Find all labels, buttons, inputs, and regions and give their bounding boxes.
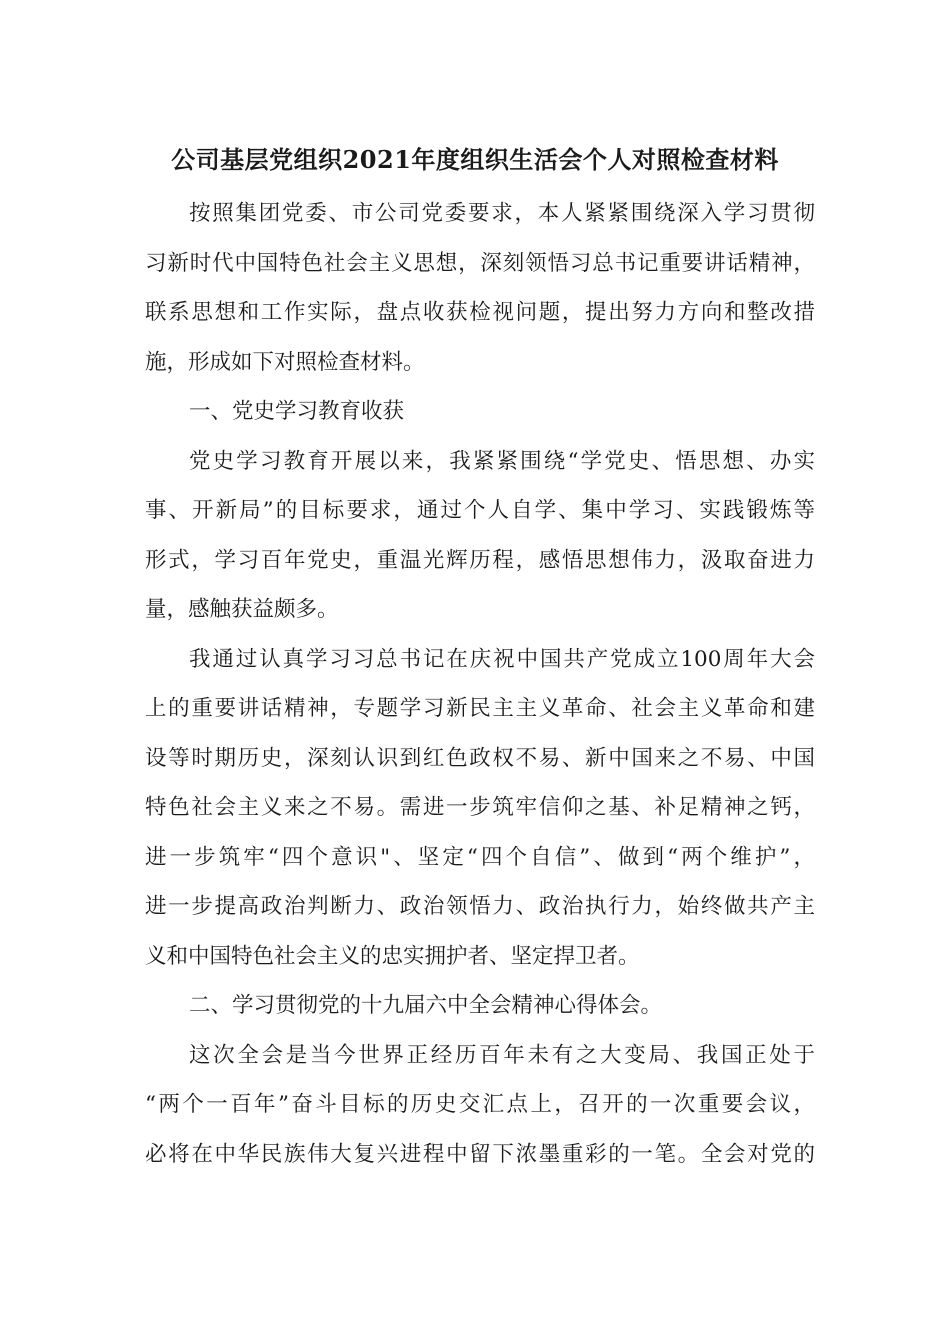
paragraph-intro [145,189,815,387]
text-line: 事、开新局”的目标要求，通过个人自学、集中学习、实践锻炼等 [145,498,815,523]
text-line: 义和中国特色社会主义的忠实拥护者、坚定捍卫者。 [145,943,640,969]
paragraph-study [145,635,815,982]
text-line: 党史学习教育开展以来，我紧紧围绕“学党史、悟思想、办实 [189,448,815,474]
section-heading-2 [145,981,815,1031]
document-body [145,189,815,1179]
heading-text: 一、党史学习教育收获 [189,399,405,424]
text-line: 设等时期历史，深刻认识到红色政权不易、新中国来之不易、中国 [145,745,815,771]
text-line: 特色社会主义来之不易。需进一步筑牢信仰之基、补足精神之钙， [145,795,815,820]
text-line: 这次全会是当今世界正经历百年未有之大变局、我国正处于 [189,1042,815,1068]
section-heading-1 [145,387,815,437]
document-title: 公司基层党组织2021年度组织生活会个人对照检查材料 [171,145,779,174]
text-line: 进一步筑牢“四个意识"、坚定“四个自信”、做到“两个维护”， [145,844,815,870]
text-line: 我通过认真学习习总书记在庆祝中国共产党成立100周年大会 [189,646,815,672]
text-line: 上的重要讲话精神，专题学习新民主主义革命、社会主义革命和建 [145,696,815,721]
heading-text: 二、学习贯彻党的十九届六中全会精神心得体会。 [189,993,663,1018]
text-line: 施，形成如下对照检查材料。 [145,349,425,375]
paragraph-party-history [145,437,815,635]
text-line: 按照集团党委、市公司党委要求，本人紧紧围绕深入学习贯彻 [189,201,815,226]
paragraph-plenary [145,1031,815,1180]
text-line: “两个一百年”奋斗目标的历史交汇点上，召开的一次重要会议， [145,1092,815,1117]
text-line: 进一步提高政治判断力、政治领悟力、政治执行力，始终做共产主 [145,894,815,919]
text-line: 形式，学习百年党史，重温光辉历程，感悟思想伟力，汲取奋进力 [145,547,815,573]
text-line: 必将在中华民族伟大复兴进程中留下浓墨重彩的一笔。全会对党的 [145,1141,815,1167]
text-line: 联系思想和工作实际，盘点收获检视问题，提出努力方向和整改措 [145,300,815,325]
text-line: 习新时代中国特色社会主义思想，深刻领悟习总书记重要讲话精神， [145,250,815,276]
text-line: 量，感触获益颇多。 [145,597,339,622]
